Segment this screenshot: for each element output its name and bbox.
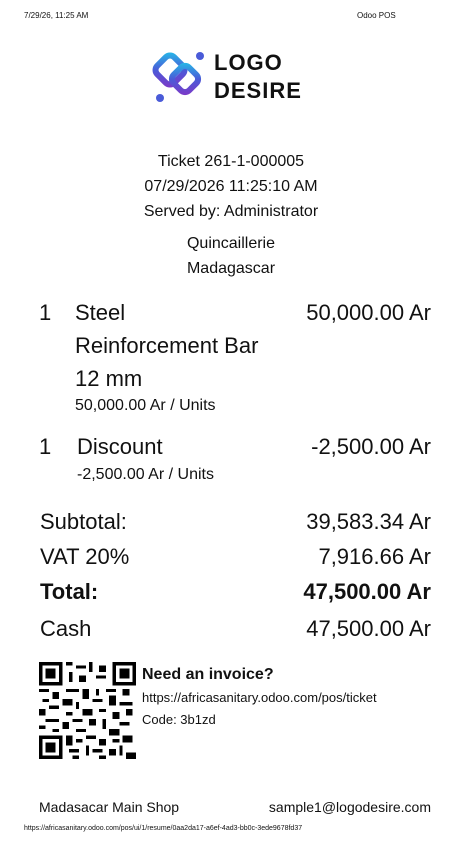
line-qty: 1 xyxy=(39,300,52,325)
ticket-number: Ticket 261-1-000005 xyxy=(157,153,305,170)
contact-email-link[interactable]: sample1@logodesire.com xyxy=(268,799,431,815)
company-logo xyxy=(150,48,332,108)
total-value: 47,500.00 Ar xyxy=(303,579,431,604)
company-name: Quincaillerie xyxy=(186,235,276,252)
line-name-part: Steel xyxy=(75,300,126,325)
subtotal-label: Subtotal: xyxy=(40,509,127,534)
line-price: -2,500.00 Ar xyxy=(311,434,431,459)
served-by: Served by: Administrator xyxy=(143,203,319,220)
ticket-datetime: 07/29/2026 11:25:10 AM xyxy=(144,178,318,195)
invoice-url-link[interactable]: https://africasanitary.odoo.com/pos/ticket xyxy=(142,690,377,705)
print-datetime: 7/29/26, 11:25 AM xyxy=(24,11,89,20)
app-name: Odoo POS xyxy=(357,11,396,20)
vat-label: VAT 20% xyxy=(40,544,130,569)
line-price: 50,000.00 Ar xyxy=(306,300,431,325)
vat-value: 7,916.66 Ar xyxy=(318,544,431,569)
line-qty: 1 xyxy=(39,434,52,459)
logo-text-line1: LOGO xyxy=(214,50,283,75)
line-unit-price: 50,000.00 Ar / Units xyxy=(75,397,216,414)
line-name-part: Reinforcement Bar xyxy=(75,333,259,358)
page-url-footer: https://africasanitary.odoo.com/pos/ui/1/resume/0aa2da17-a6ef-4ad3-bb0c-3ede9678fd37 xyxy=(24,825,303,832)
subtotal-value: 39,583.34 Ar xyxy=(306,509,431,534)
line-unit-price: -2,500.00 Ar / Units xyxy=(77,466,214,483)
payment-method-label: Cash xyxy=(40,616,92,641)
logo-text-line2: DESIRE xyxy=(214,78,302,103)
shop-name: Madasacar Main Shop xyxy=(39,799,180,815)
invoice-heading: Need an invoice? xyxy=(142,666,274,683)
total-label: Total: xyxy=(40,579,99,604)
invoice-code: Code: 3b1zd xyxy=(142,712,216,727)
qr-code-icon[interactable] xyxy=(39,662,136,759)
line-name-part: 12 mm xyxy=(75,366,143,391)
logo-mark-icon xyxy=(150,48,210,108)
company-country: Madagascar xyxy=(186,260,276,277)
line-name xyxy=(75,296,258,395)
line-name xyxy=(77,430,163,463)
payment-amount: 47,500.00 Ar xyxy=(306,616,431,641)
line-name-part: Discount xyxy=(77,434,163,459)
